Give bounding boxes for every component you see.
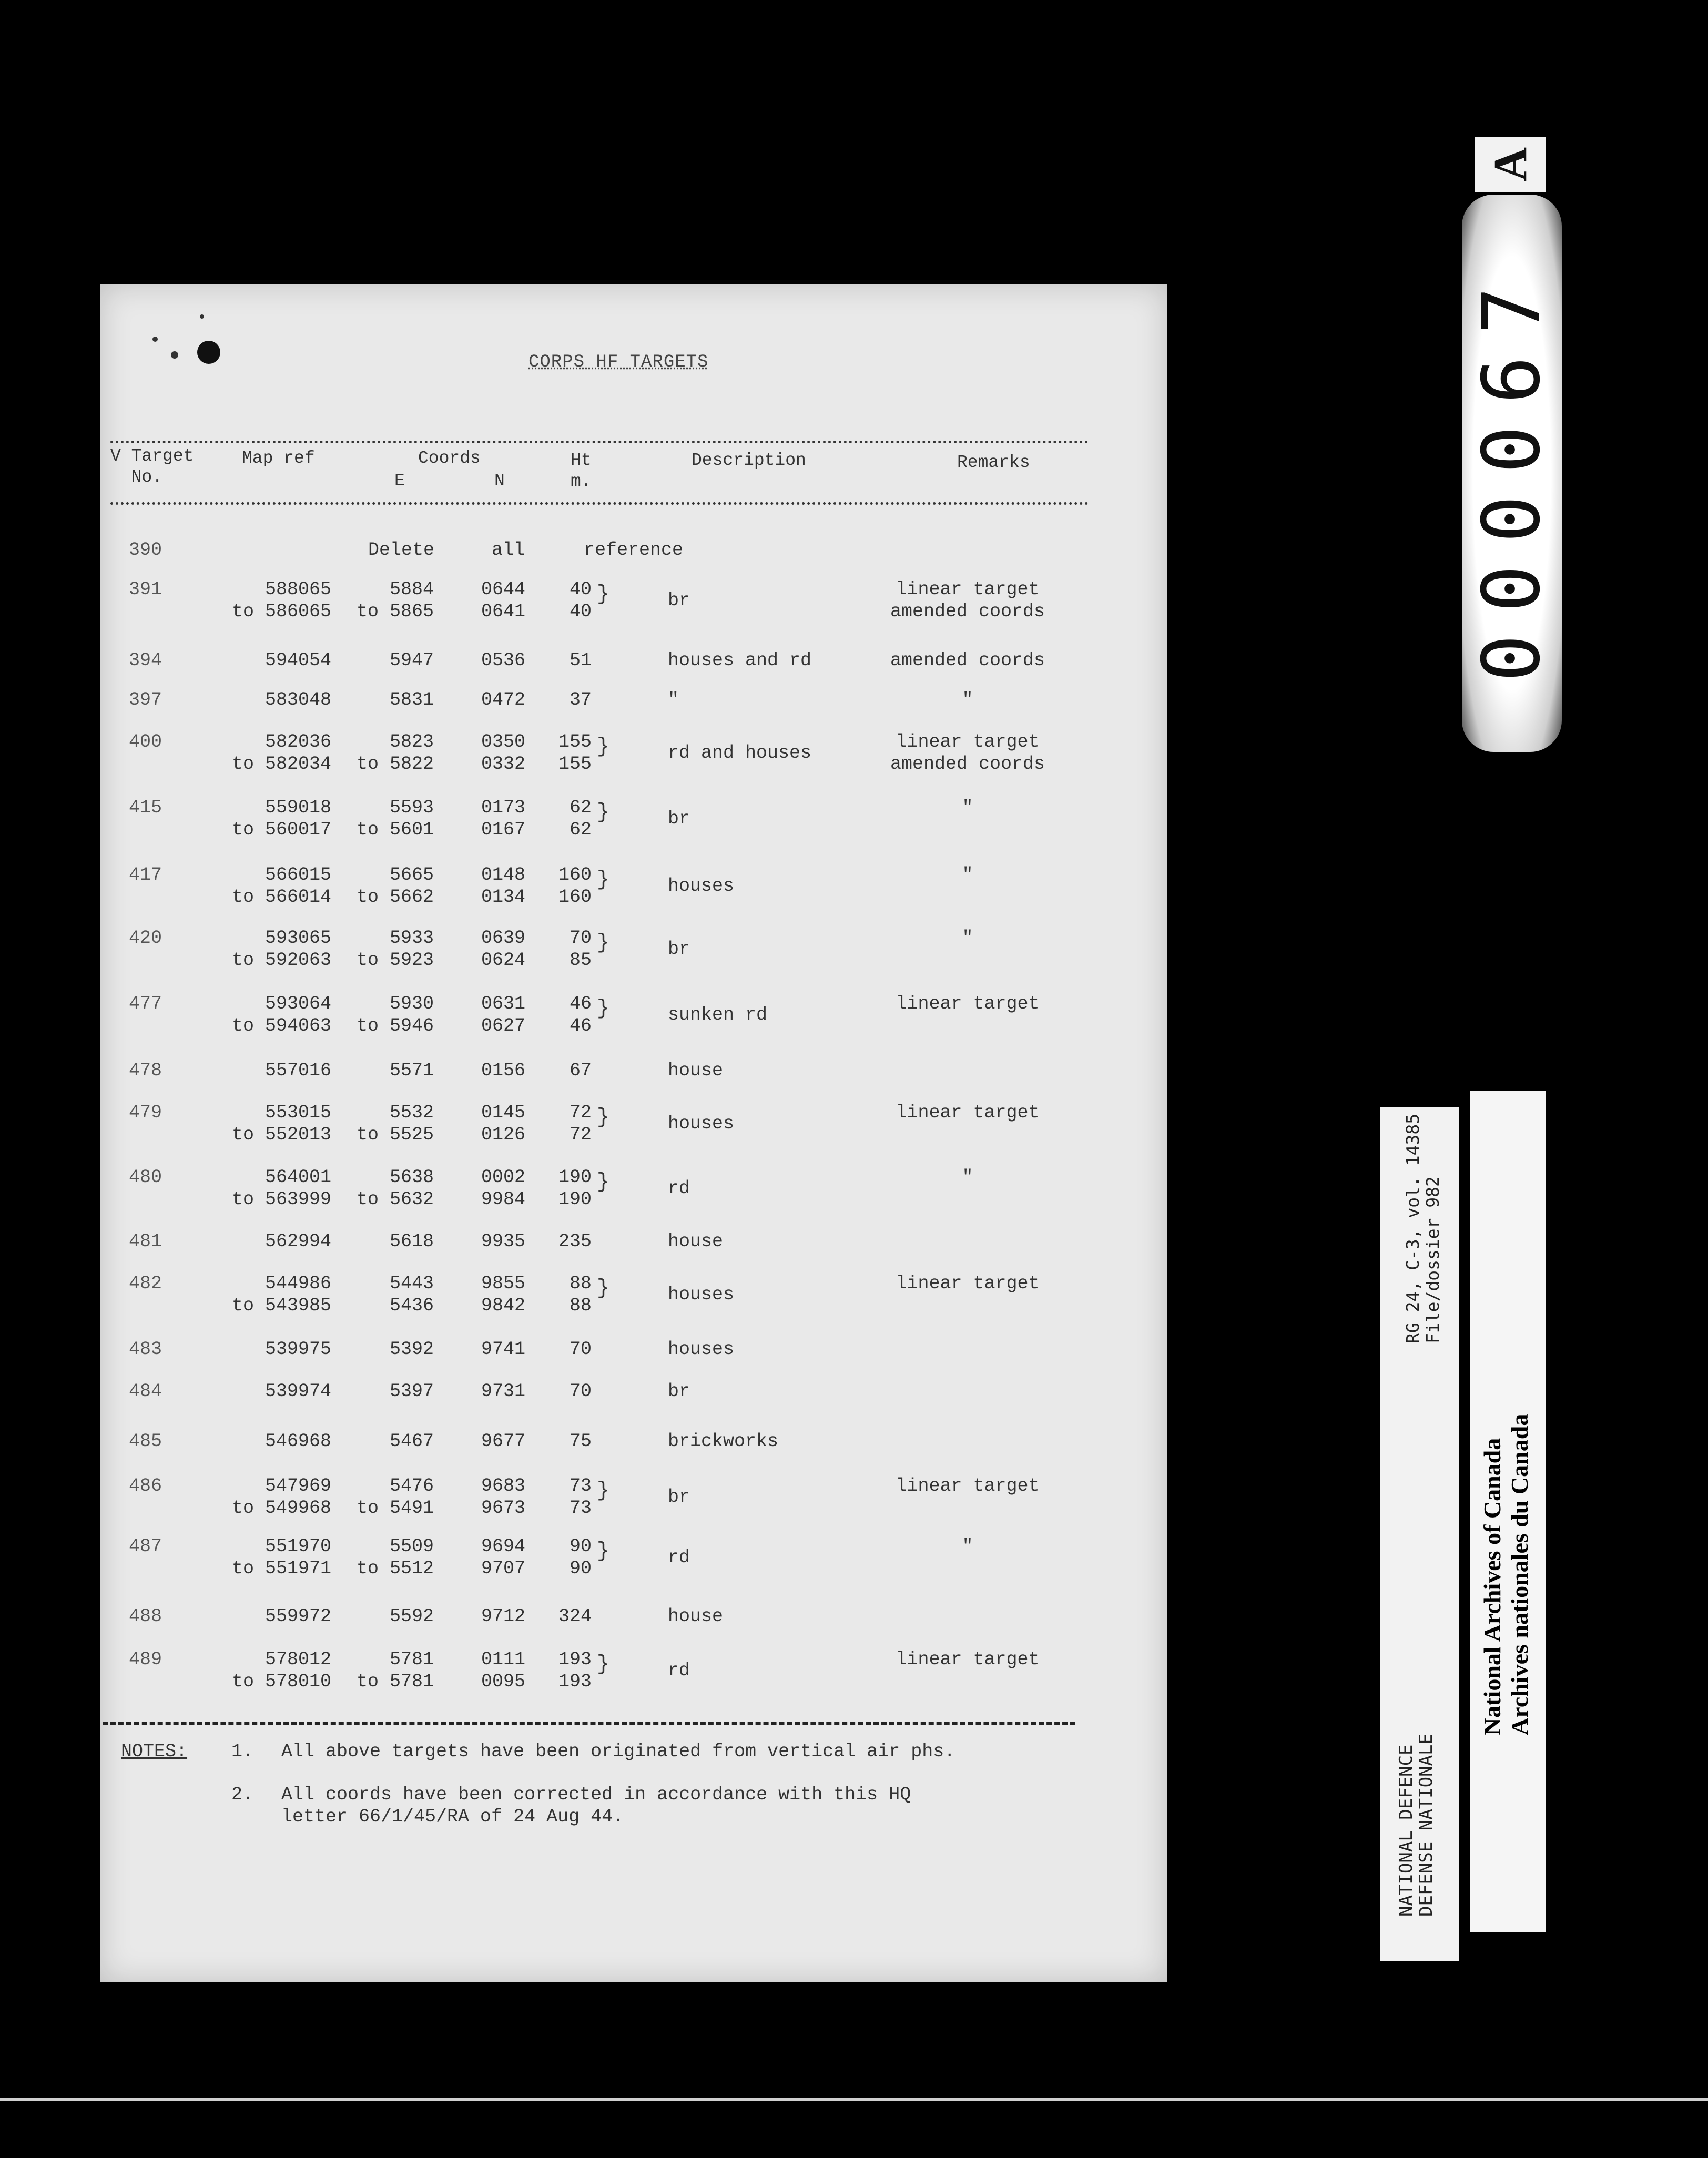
target-number: 394 xyxy=(129,650,162,671)
map-ref: 539974 xyxy=(265,1381,331,1402)
height: 51 xyxy=(569,650,592,671)
archives-name: National Archives of Canada Archives nationales du Canada xyxy=(1479,1413,1533,1735)
brace-mark: } xyxy=(597,997,610,1021)
height: 70 xyxy=(569,1381,592,1402)
coord-e: 5397 xyxy=(389,1381,434,1402)
frame-edge xyxy=(0,2098,1708,2101)
speck xyxy=(171,351,178,359)
height: 75 xyxy=(569,1431,592,1452)
coord-n: 0644 0641 xyxy=(481,579,526,622)
height: 88 88 xyxy=(569,1273,592,1316)
coord-e: 5467 xyxy=(389,1431,434,1452)
target-number: 400 xyxy=(129,731,162,752)
coord-n: all xyxy=(492,540,525,561)
remarks: linear target amended coords xyxy=(890,731,1045,775)
coord-n: 0472 xyxy=(481,689,526,710)
coord-n: 0111 0095 xyxy=(481,1649,526,1692)
archive-reference: RG 24, C-3, vol. 14385 File/dossier 982 xyxy=(1402,1113,1443,1343)
remarks: linear target xyxy=(896,1649,1040,1670)
description: houses and rd xyxy=(668,650,812,671)
height: 235 xyxy=(558,1231,592,1252)
target-number: 397 xyxy=(129,689,162,710)
brace-mark: } xyxy=(597,1106,610,1129)
map-ref: 551970 to 551971 xyxy=(231,1536,331,1579)
height: 324 xyxy=(558,1606,592,1627)
remarks: " xyxy=(962,1167,973,1188)
coord-n: 9677 xyxy=(481,1431,526,1452)
target-number: 482 xyxy=(129,1273,162,1294)
map-ref: 544986 to 543985 xyxy=(231,1273,331,1316)
coord-e: 5930 to 5946 xyxy=(356,993,434,1036)
coord-n: 0145 0126 xyxy=(481,1102,526,1145)
description: rd xyxy=(668,1547,690,1568)
notes-label: NOTES: xyxy=(121,1741,188,1762)
brace-mark: } xyxy=(597,1653,610,1676)
coord-e: 5532 to 5525 xyxy=(356,1102,434,1145)
coord-e: 5781 to 5781 xyxy=(356,1649,434,1692)
punch-hole xyxy=(197,341,220,364)
description: br xyxy=(668,808,690,829)
coord-e: 5509 to 5512 xyxy=(356,1536,434,1579)
header-coords-n: N xyxy=(494,471,505,491)
coord-e: 5638 to 5632 xyxy=(356,1167,434,1210)
height: 40 40 xyxy=(569,579,592,622)
note-text: All above targets have been originated from vertical air phs. xyxy=(281,1741,955,1762)
target-number: 479 xyxy=(129,1102,162,1123)
map-ref: 559018 to 560017 xyxy=(231,797,331,840)
description: br xyxy=(668,590,690,611)
target-number: 480 xyxy=(129,1167,162,1188)
coord-e: 5823 to 5822 xyxy=(356,731,434,775)
description: houses xyxy=(668,1339,735,1360)
target-number: 415 xyxy=(129,797,162,818)
map-ref: 594054 xyxy=(265,650,331,671)
coord-e: Delete xyxy=(368,540,435,561)
brace-mark: } xyxy=(597,931,610,955)
target-number: 481 xyxy=(129,1231,162,1252)
height: 155 155 xyxy=(558,731,592,775)
description: houses xyxy=(668,876,735,897)
coord-n: 9694 9707 xyxy=(481,1536,526,1579)
height: 190 190 xyxy=(558,1167,592,1210)
coord-e: 5592 xyxy=(389,1606,434,1627)
map-ref: 564001 to 563999 xyxy=(231,1167,331,1210)
header-target-no: V Target No. xyxy=(110,446,194,487)
height: 46 46 xyxy=(569,993,592,1036)
speck xyxy=(200,314,204,319)
coord-e: 5593 to 5601 xyxy=(356,797,434,840)
height: reference xyxy=(584,540,684,561)
map-ref: 546968 xyxy=(265,1431,331,1452)
coord-e: 5884 to 5865 xyxy=(356,579,434,622)
header-description: Description xyxy=(692,451,806,470)
brace-mark: } xyxy=(597,1479,610,1503)
coord-n: 9712 xyxy=(481,1606,526,1627)
map-ref: 593065 to 592063 xyxy=(231,928,331,971)
height: 160 160 xyxy=(558,864,592,908)
speck xyxy=(152,337,158,342)
header-coords-e: E xyxy=(394,471,405,491)
height: 193 193 xyxy=(558,1649,592,1692)
coord-n: 0173 0167 xyxy=(481,797,526,840)
description: rd xyxy=(668,1178,690,1199)
defence-label: NATIONAL DEFENCE DEFENSE NATIONALE xyxy=(1396,1734,1437,1917)
header-top-rule xyxy=(110,441,1089,443)
header-coords: Coords xyxy=(418,449,481,468)
height: 73 73 xyxy=(569,1475,592,1519)
target-number: 487 xyxy=(129,1536,162,1557)
height: 37 xyxy=(569,689,592,710)
map-ref: 559972 xyxy=(265,1606,331,1627)
description: rd xyxy=(668,1660,690,1681)
brace-mark: } xyxy=(597,1540,610,1563)
description: houses xyxy=(668,1113,735,1134)
coord-e: 5392 xyxy=(389,1339,434,1360)
coord-n: 0156 xyxy=(481,1060,526,1081)
coord-n: 0631 0627 xyxy=(481,993,526,1036)
target-number: 486 xyxy=(129,1475,162,1497)
coord-n: 0639 0624 xyxy=(481,928,526,971)
coord-e: 5947 xyxy=(389,650,434,671)
map-ref: 593064 to 594063 xyxy=(231,993,331,1036)
description: br xyxy=(668,1487,690,1508)
target-number: 420 xyxy=(129,928,162,949)
target-number: 483 xyxy=(129,1339,162,1360)
brace-mark: } xyxy=(597,801,610,824)
coord-n: 0350 0332 xyxy=(481,731,526,775)
target-number: 478 xyxy=(129,1060,162,1081)
remarks: " xyxy=(962,1536,973,1557)
coord-n: 9731 xyxy=(481,1381,526,1402)
note-number: 2. xyxy=(231,1784,254,1805)
description: brickworks xyxy=(668,1431,779,1452)
coord-e: 5618 xyxy=(389,1231,434,1252)
coord-e: 5933 to 5923 xyxy=(356,928,434,971)
table-end-rule xyxy=(103,1722,1075,1725)
note-text: All coords have been corrected in accordance with this HQ letter 66/1/45/RA of 24 Aug 44. xyxy=(281,1784,911,1827)
note-number: 1. xyxy=(231,1741,254,1762)
coord-n: 0002 9984 xyxy=(481,1167,526,1210)
remarks: amended coords xyxy=(890,650,1045,671)
target-number: 485 xyxy=(129,1431,162,1452)
map-ref: 557016 xyxy=(265,1060,331,1081)
remarks: " xyxy=(962,797,973,818)
target-number: 477 xyxy=(129,993,162,1014)
map-ref: 578012 to 578010 xyxy=(231,1649,331,1692)
remarks: " xyxy=(962,864,973,885)
brace-mark: } xyxy=(597,868,610,892)
description: br xyxy=(668,1381,690,1402)
brace-mark: } xyxy=(597,1277,610,1300)
map-ref: 539975 xyxy=(265,1339,331,1360)
remarks: linear target xyxy=(896,1102,1040,1123)
map-ref: 582036 to 582034 xyxy=(231,731,331,775)
target-number: 390 xyxy=(129,540,162,561)
coord-e: 5831 xyxy=(389,689,434,710)
description: br xyxy=(668,939,690,960)
remarks: linear target xyxy=(896,1475,1040,1497)
coord-n: 0148 0134 xyxy=(481,864,526,908)
map-ref: 588065 to 586065 xyxy=(231,579,331,622)
description: sunken rd xyxy=(668,1004,768,1025)
height: 70 xyxy=(569,1339,592,1360)
coord-n: 9935 xyxy=(481,1231,526,1252)
brace-mark: } xyxy=(597,583,610,606)
coord-n: 9855 9842 xyxy=(481,1273,526,1316)
target-number: 391 xyxy=(129,579,162,600)
height: 70 85 xyxy=(569,928,592,971)
coord-e: 5476 to 5491 xyxy=(356,1475,434,1519)
header-ht: Ht m. xyxy=(571,451,592,491)
target-number: 489 xyxy=(129,1649,162,1670)
target-number: 484 xyxy=(129,1381,162,1402)
document-title: CORPS HF TARGETS xyxy=(528,352,709,372)
frame-number: 000067 xyxy=(1466,264,1558,682)
height: 62 62 xyxy=(569,797,592,840)
target-number: 488 xyxy=(129,1606,162,1627)
coord-n: 0536 xyxy=(481,650,526,671)
map-ref: 562994 xyxy=(265,1231,331,1252)
description: house xyxy=(668,1606,724,1627)
coord-e: 5571 xyxy=(389,1060,434,1081)
archive-tab: A xyxy=(1475,137,1546,192)
description: house xyxy=(668,1231,724,1252)
map-ref: 566015 to 566014 xyxy=(231,864,331,908)
map-ref: 553015 to 552013 xyxy=(231,1102,331,1145)
coord-n: 9741 xyxy=(481,1339,526,1360)
coord-e: 5443 5436 xyxy=(389,1273,434,1316)
remarks: " xyxy=(962,928,973,949)
header-remarks: Remarks xyxy=(957,453,1030,472)
description: houses xyxy=(668,1284,735,1305)
header-map-ref: Map ref xyxy=(242,449,315,468)
brace-mark: } xyxy=(597,1170,610,1194)
brace-mark: } xyxy=(597,735,610,759)
description: house xyxy=(668,1060,724,1081)
coord-e: 5665 to 5662 xyxy=(356,864,434,908)
description: rd and houses xyxy=(668,742,812,764)
map-ref: 583048 xyxy=(265,689,331,710)
frame-number-strip xyxy=(1462,195,1562,752)
height: 72 72 xyxy=(569,1102,592,1145)
height: 67 xyxy=(569,1060,592,1081)
map-ref: 547969 to 549968 xyxy=(231,1475,331,1519)
remarks: " xyxy=(962,689,973,710)
height: 90 90 xyxy=(569,1536,592,1579)
description: " xyxy=(668,689,679,710)
header-bottom-rule xyxy=(110,502,1089,505)
remarks: linear target xyxy=(896,1273,1040,1294)
target-number: 417 xyxy=(129,864,162,885)
remarks: linear target xyxy=(896,993,1040,1014)
remarks: linear target amended coords xyxy=(890,579,1045,622)
coord-n: 9683 9673 xyxy=(481,1475,526,1519)
